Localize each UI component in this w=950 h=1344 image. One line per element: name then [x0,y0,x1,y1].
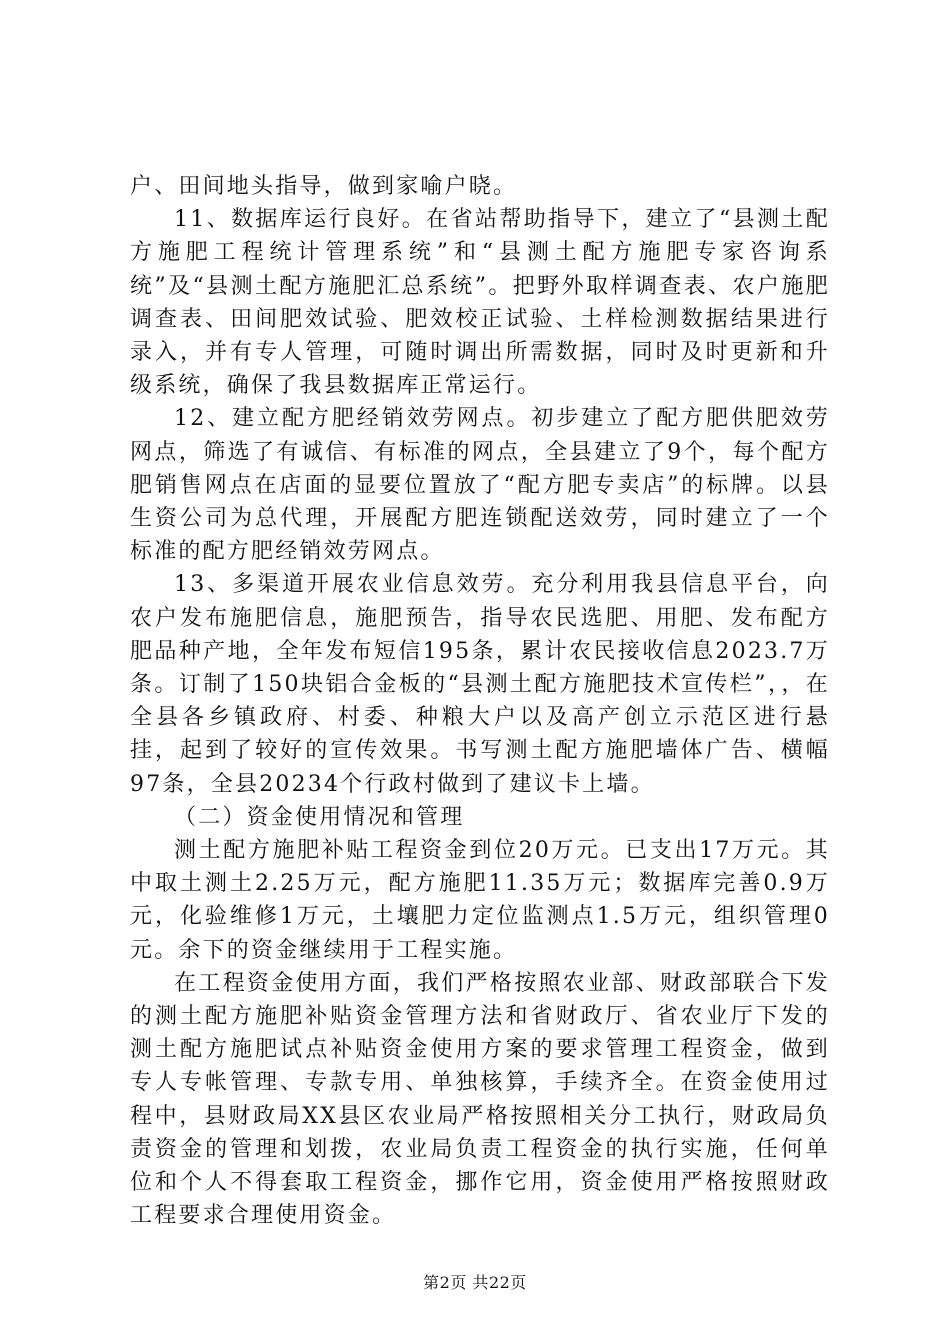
paragraph-database: 11、数据库运行良好。在省站帮助指导下，建立了“县测土配方施肥工程统计管理系统”和“县测土配方施肥专家咨询系统”及“县测土配方施肥汇总系统”。把野外取样调查表、农户施肥调查表、田间肥效试验、肥效校正试验、土样检测数据结果进行录入，并有专人管理，可随时调出所需数据，同时及时更新和升级系统，确保了我县数据库正常运行。 [130,207,830,399]
document-body [130,170,830,1233]
paragraph-funds-usage: 测土配方施肥补贴工程资金到位20万元。已支出17万元。其中取土测土2.25万元，配方施肥11.35万元；数据库完善0.9万元，化验维修1万元，土壤肥力定位监测点1.5万元，组织管理0元。余下的资金继续用于工程实施。 [130,838,830,963]
paragraph-continuation: 户、田间地头指导，做到家喻户晓。 [130,174,518,199]
paragraph-funds-management: 在工程资金使用方面，我们严格按照农业部、财政部联合下发的测土配方施肥补贴资金管理方法和省财政厅、省农业厅下发的测土配方施肥试点补贴资金使用方案的要求管理工程资金，做到专人专帐管理、专款专用、单独核算，手续齐全。在资金使用过程中，县财政局XX县区农业局严格按照相关分工执行，财政局负责资金的管理和划拨，农业局负责工程资金的执行实施，任何单位和个人不得套取工程资金，挪作它用，资金使用严格按照财政工程要求合理使用资金。 [130,970,830,1229]
page-number-footer: 第2页 共22页 [423,1273,527,1292]
paragraph-info-service: 13、多渠道开展农业信息效劳。充分利用我县信息平台，向农户发布施肥信息，施肥预告，指导农民选肥、用肥、发布配方肥品种产地，全年发布短信195条，累计农民接收信息2023.7万条。订制了150块铝合金板的“县测土配方施肥技术宣传栏”，，在全县各乡镇政府、村委、种粮大户以及高产创立示范区进行悬挂，起到了较好的宣传效果。书写测土配方施肥墙体广告、横幅97条，全县20234个行政村做到了建议卡上墙。 [130,572,830,797]
paragraph-dealer-network: 12、建立配方肥经销效劳网点。初步建立了配方肥供肥效劳网点，筛选了有诚信、有标准的网点，全县建立了9个，每个配方肥销售网点在店面的显要位置放了“配方肥专卖店”的标牌。以县生资公司为总代理，开展配方肥连锁配送效劳，同时建立了一个标准的配方肥经销效劳网点。 [130,406,830,565]
section-heading-funds: （二）资金使用情况和管理 [174,804,465,830]
